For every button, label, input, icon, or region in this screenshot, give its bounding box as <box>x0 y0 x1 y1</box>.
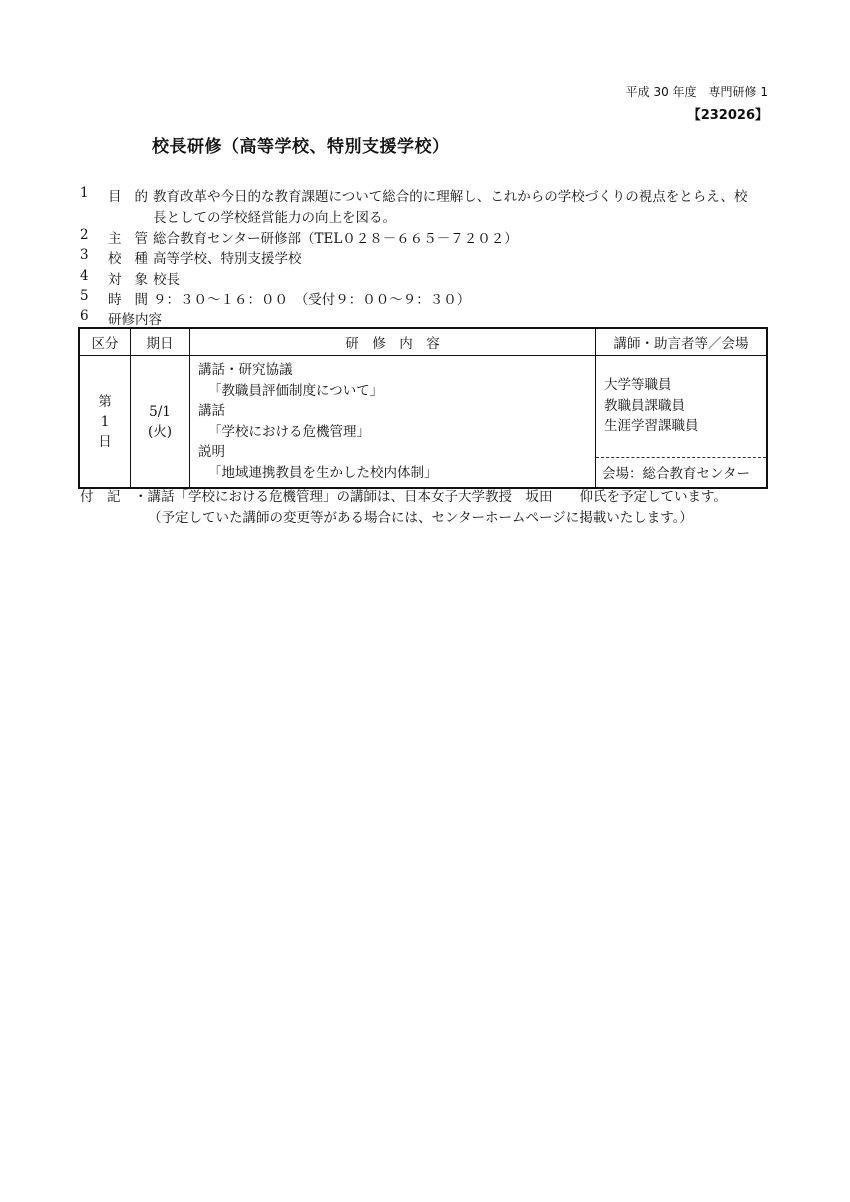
content-line: 説明 <box>198 444 225 460</box>
course-code: 【232026】 <box>687 108 768 123</box>
item-label: 目 的 <box>108 189 148 205</box>
item-number: 1 <box>80 185 89 201</box>
venue-line: 会場：総合教育センター <box>596 457 766 486</box>
note-line-2: （予定していた講師の変更等がある場合には、センターホームページに掲載いたします。） <box>148 510 693 526</box>
instructor-cell <box>596 356 768 489</box>
item-organizer: 2 主 管 総合教育センター研修部（TEL０２８－６６５－７２０２） <box>80 227 518 247</box>
fiscal-year-label: 平成 30 年度 専門研修 1 <box>625 85 768 99</box>
item-time: 5 時 間 ９：３０～１６：００ （受付９：００～９：３０） <box>80 288 471 308</box>
item-target: 4 対 象 校長 <box>80 268 180 288</box>
item-school-type: 3 校 種 高等学校、特別支援学校 <box>80 247 302 267</box>
content-line: 講話・研究協議 <box>198 362 293 378</box>
header-instructor: 講師・助言者等／会場 <box>596 328 768 356</box>
note-label: 付 記 <box>80 489 121 505</box>
note-line-1: ・講話「学校における危機管理」の講師は、日本女子大学教授 坂田 仰氏を予定しています。 <box>134 489 727 505</box>
content-line: 「教職員評価制度について」 <box>208 382 384 399</box>
page-title: 校長研修（高等学校、特別支援学校） <box>152 137 450 157</box>
date-cell <box>131 356 190 489</box>
item-text-cont: 長としての学校経営能力の向上を図る。 <box>153 210 396 226</box>
table-header-row <box>79 328 767 356</box>
instructor-line: 大学等職員 <box>604 377 672 393</box>
day-cell: 第 1 日 <box>79 356 131 489</box>
item-text: 教育改革や今日的な教育課題について総合的に理解し、これからの学校づくりの視点をとらえ、校 <box>153 189 748 205</box>
item-content-heading: 6 研修内容 <box>80 308 162 328</box>
header-category: 区分 <box>79 328 131 356</box>
instructor-line: 教職員課職員 <box>604 397 685 414</box>
header-content: 研 修 内 容 <box>190 328 596 356</box>
content-line: 「地域連携教員を生かした校内体制」 <box>208 464 438 481</box>
schedule-table <box>78 327 768 489</box>
item-purpose-cont <box>80 206 780 226</box>
content-line: 「学校における危機管理」 <box>208 423 370 440</box>
content-line: 講話 <box>198 403 225 419</box>
weekday-value: (火) <box>147 423 173 440</box>
content-cell <box>190 356 596 489</box>
item-purpose <box>80 185 780 205</box>
date-value: 5/1 <box>149 403 171 420</box>
table-row <box>79 356 767 489</box>
instructor-line: 生涯学習課職員 <box>604 418 699 434</box>
header-date: 期日 <box>131 328 190 356</box>
